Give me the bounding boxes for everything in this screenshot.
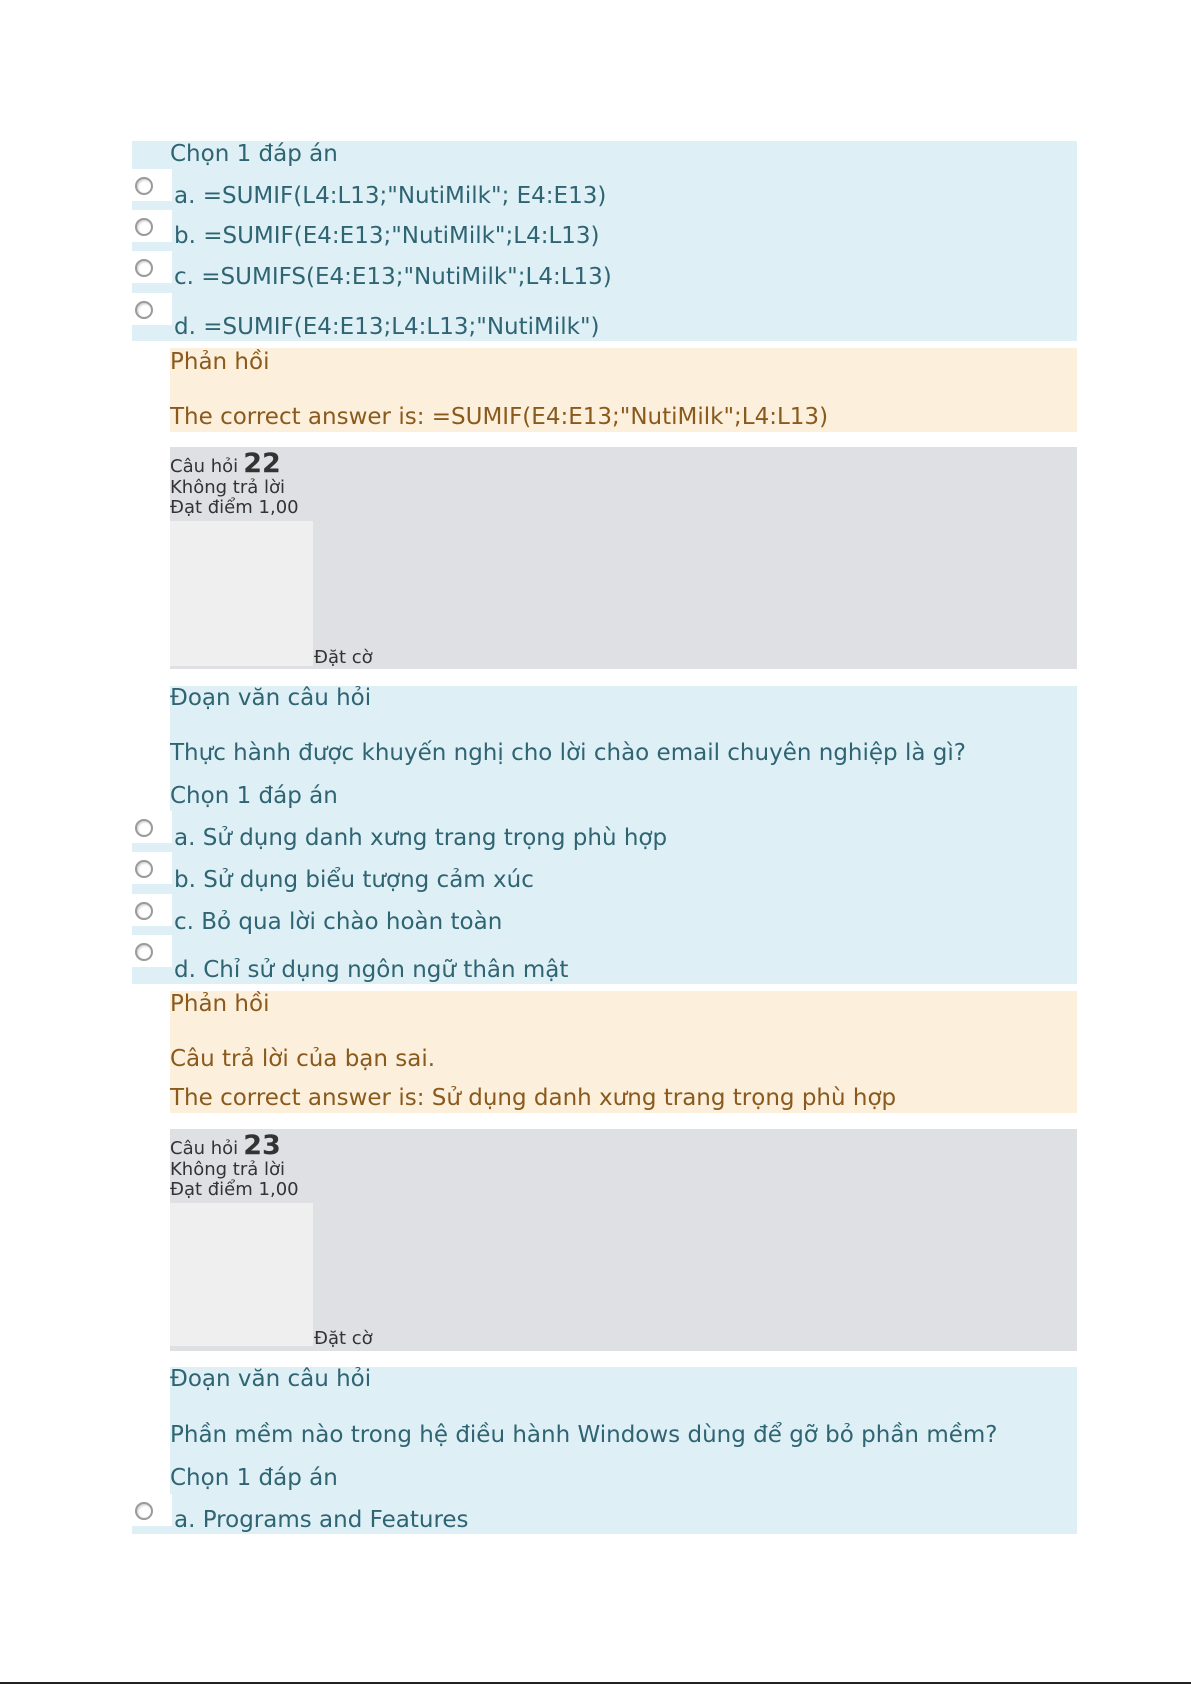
q22-header — [170, 448, 281, 479]
q21-option-a-radio[interactable] — [132, 169, 172, 201]
q21-choose-label: Chọn 1 đáp án — [170, 141, 338, 167]
q22-option-c-radio[interactable] — [132, 894, 172, 926]
q21-option-a[interactable]: a. =SUMIF(L4:L13;"NutiMilk"; E4:E13) — [174, 183, 607, 209]
q21-option-c[interactable]: c. =SUMIFS(E4:E13;"NutiMilk";L4:L13) — [174, 264, 612, 290]
q23-flag-area — [170, 1203, 313, 1346]
q22-feedback-wrong: Câu trả lời của bạn sai. — [170, 1046, 436, 1072]
q22-question-text: Thực hành được khuyến nghị cho lời chào email chuyên nghiệp là gì? — [170, 740, 966, 766]
q22-status: Không trả lời — [170, 477, 286, 498]
q21-option-d[interactable]: d. =SUMIF(E4:E13;L4:L13;"NutiMilk") — [174, 314, 600, 340]
q21-feedback-correct: The correct answer is: =SUMIF(E4:E13;"NutiMilk";L4:L13) — [170, 404, 829, 430]
q23-option-a[interactable]: a. Programs and Features — [174, 1507, 469, 1533]
q21-option-c-radio[interactable] — [132, 251, 172, 283]
radio-circle-icon — [135, 819, 153, 837]
q22-option-a-radio[interactable] — [132, 811, 172, 843]
q23-flag-button[interactable]: Đặt cờ — [314, 1328, 373, 1349]
radio-circle-icon — [135, 860, 153, 878]
radio-circle-icon — [135, 943, 153, 961]
q23-header — [170, 1130, 281, 1161]
q22-flag-button[interactable]: Đặt cờ — [314, 647, 373, 668]
radio-circle-icon — [135, 902, 153, 920]
radio-circle-icon — [135, 177, 153, 195]
page-bottom-divider — [0, 1682, 1191, 1684]
q22-choose-label: Chọn 1 đáp án — [170, 783, 338, 809]
q23-status: Không trả lời — [170, 1159, 286, 1180]
q23-grade: Đạt điểm 1,00 — [170, 1179, 299, 1200]
q22-text-title: Đoạn văn câu hỏi — [170, 685, 372, 711]
q21-option-b-radio[interactable] — [132, 210, 172, 242]
q22-option-d[interactable]: d. Chỉ sử dụng ngôn ngữ thân mật — [174, 957, 569, 983]
q21-option-d-radio[interactable] — [132, 293, 172, 325]
q23-question-text: Phần mềm nào trong hệ điều hành Windows dùng để gỡ bỏ phần mềm? — [170, 1422, 998, 1448]
radio-circle-icon — [135, 218, 153, 236]
q23-text-title: Đoạn văn câu hỏi — [170, 1366, 372, 1392]
q22-option-a[interactable]: a. Sử dụng danh xưng trang trọng phù hợp — [174, 825, 668, 851]
q22-label: Câu hỏi — [170, 456, 239, 477]
q22-option-b-radio[interactable] — [132, 852, 172, 884]
q22-grade: Đạt điểm 1,00 — [170, 497, 299, 518]
q23-option-a-radio[interactable] — [132, 1494, 172, 1526]
q22-feedback-title: Phản hồi — [170, 991, 270, 1017]
q22-flag-area — [170, 521, 313, 666]
radio-circle-icon — [135, 301, 153, 319]
q23-label: Câu hỏi — [170, 1138, 239, 1159]
q21-option-b[interactable]: b. =SUMIF(E4:E13;"NutiMilk";L4:L13) — [174, 223, 600, 249]
q22-option-c[interactable]: c. Bỏ qua lời chào hoàn toàn — [174, 909, 503, 935]
q22-feedback-correct: The correct answer is: Sử dụng danh xưng trang trọng phù hợp — [170, 1085, 897, 1111]
q22-number: 22 — [243, 448, 281, 479]
q22-option-d-radio[interactable] — [132, 935, 172, 967]
radio-circle-icon — [135, 259, 153, 277]
q23-number: 23 — [243, 1130, 281, 1161]
q21-feedback-title: Phản hồi — [170, 349, 270, 375]
radio-circle-icon — [135, 1502, 153, 1520]
q22-option-b[interactable]: b. Sử dụng biểu tượng cảm xúc — [174, 867, 534, 893]
q23-choose-label: Chọn 1 đáp án — [170, 1465, 338, 1491]
